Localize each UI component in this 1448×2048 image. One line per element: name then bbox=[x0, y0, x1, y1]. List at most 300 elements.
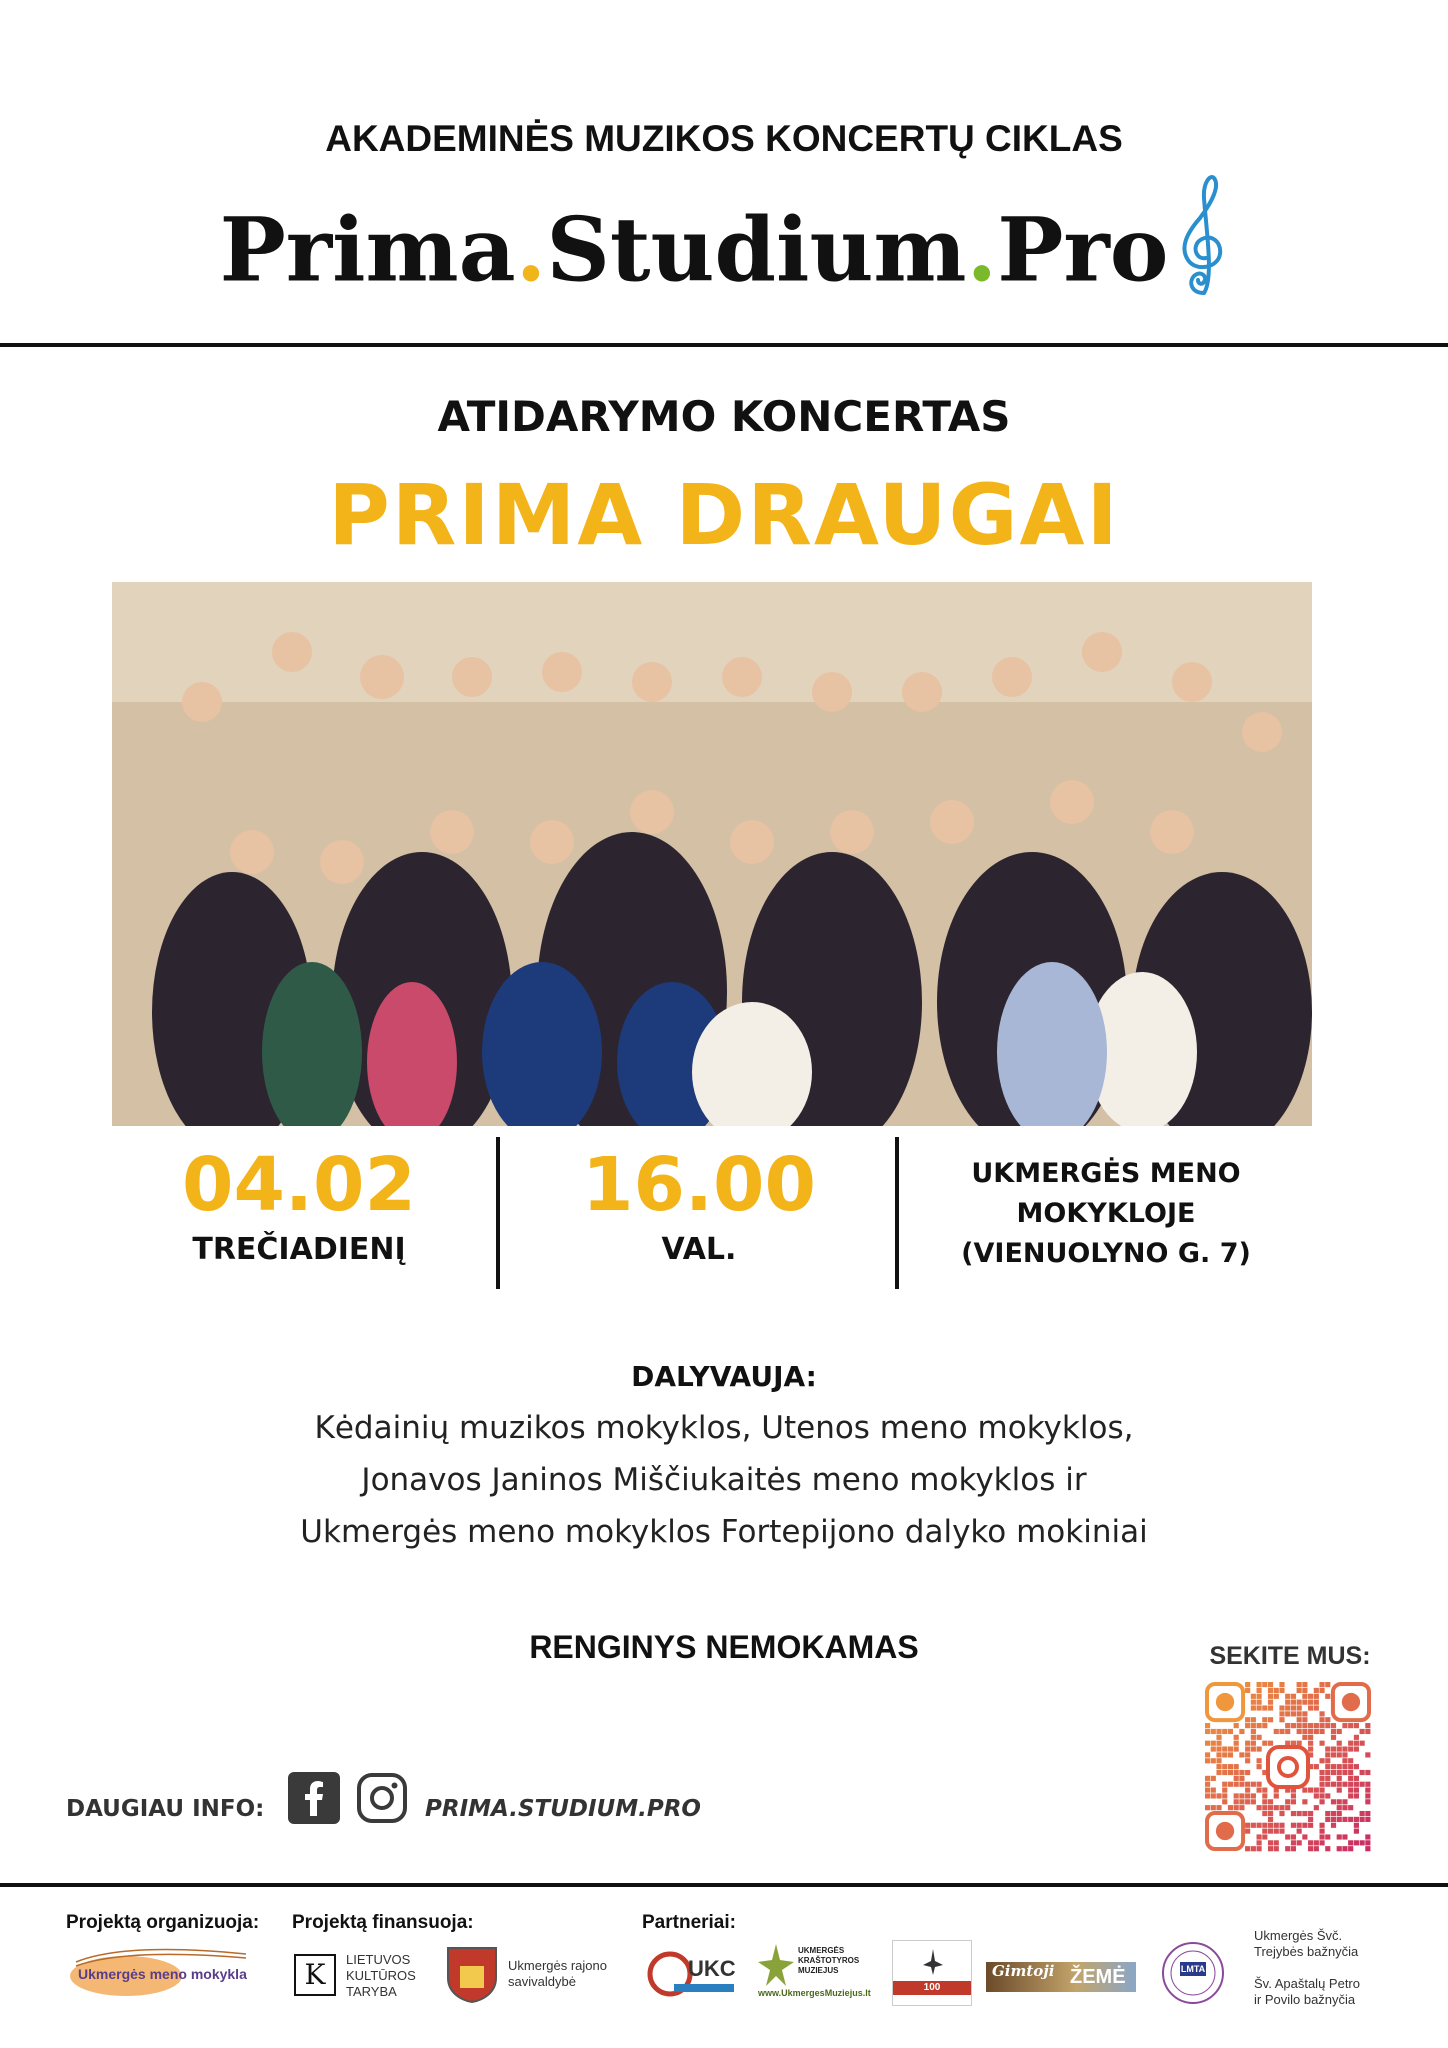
qr-module bbox=[1337, 1746, 1342, 1751]
qr-module bbox=[1337, 1729, 1342, 1734]
qr-module bbox=[1319, 1723, 1324, 1728]
qr-module bbox=[1354, 1723, 1359, 1728]
qr-module bbox=[1365, 1846, 1370, 1851]
qr-module bbox=[1319, 1729, 1324, 1734]
qr-module bbox=[1245, 1782, 1250, 1787]
event-weekday: TREČIADIENĮ bbox=[192, 1232, 406, 1267]
qr-module bbox=[1257, 1735, 1262, 1740]
qr-module bbox=[1337, 1776, 1342, 1781]
qr-module bbox=[1274, 1829, 1279, 1834]
funder-line: TARYBA bbox=[346, 1984, 397, 1999]
qr-module bbox=[1279, 1829, 1284, 1834]
qr-module bbox=[1216, 1793, 1221, 1798]
qr-module bbox=[1325, 1782, 1330, 1787]
qr-module bbox=[1331, 1811, 1336, 1816]
qr-module bbox=[1211, 1793, 1216, 1798]
qr-module bbox=[1216, 1746, 1221, 1751]
qr-module bbox=[1251, 1705, 1256, 1710]
qr-module bbox=[1348, 1782, 1353, 1787]
qr-module bbox=[1216, 1805, 1221, 1810]
qr-module bbox=[1251, 1799, 1256, 1804]
qr-module bbox=[1331, 1746, 1336, 1751]
qr-module bbox=[1360, 1770, 1365, 1775]
qr-module bbox=[1348, 1758, 1353, 1763]
qr-module bbox=[1274, 1793, 1279, 1798]
qr-module bbox=[1360, 1741, 1365, 1746]
qr-module bbox=[1216, 1741, 1221, 1746]
qr-module bbox=[1257, 1805, 1262, 1810]
qr-module bbox=[1297, 1823, 1302, 1828]
funder-municipality-logo bbox=[446, 1940, 626, 2006]
qr-module bbox=[1319, 1682, 1324, 1687]
qr-module bbox=[1211, 1729, 1216, 1734]
qr-module bbox=[1205, 1723, 1210, 1728]
qr-module bbox=[1257, 1682, 1262, 1687]
qr-module bbox=[1245, 1829, 1250, 1834]
qr-module bbox=[1297, 1741, 1302, 1746]
qr-module bbox=[1251, 1735, 1256, 1740]
more-info-label: DAUGIAU INFO: bbox=[66, 1796, 265, 1822]
qr-module bbox=[1348, 1770, 1353, 1775]
qr-module bbox=[1302, 1834, 1307, 1839]
qr-module bbox=[1251, 1823, 1256, 1828]
qr-module bbox=[1308, 1729, 1313, 1734]
qr-module bbox=[1211, 1741, 1216, 1746]
qr-module bbox=[1285, 1799, 1290, 1804]
qr-module bbox=[1360, 1811, 1365, 1816]
qr-module bbox=[1319, 1788, 1324, 1793]
qr-module bbox=[1302, 1694, 1307, 1699]
qr-module bbox=[1302, 1723, 1307, 1728]
qr-module bbox=[1360, 1840, 1365, 1845]
qr-module bbox=[1354, 1840, 1359, 1845]
qr-module bbox=[1262, 1723, 1267, 1728]
qr-module bbox=[1234, 1793, 1239, 1798]
qr-module bbox=[1234, 1723, 1239, 1728]
qr-module bbox=[1297, 1840, 1302, 1845]
participants-line: Jonavos Janinos Miščiukaitės meno mokyklos ir bbox=[361, 1462, 1087, 1498]
ukc-text: UKC bbox=[688, 1956, 736, 1981]
qr-module bbox=[1314, 1688, 1319, 1693]
qr-module bbox=[1274, 1840, 1279, 1845]
qr-module bbox=[1228, 1752, 1233, 1757]
logo-dot-yellow: . bbox=[515, 197, 547, 302]
qr-module bbox=[1325, 1817, 1330, 1822]
qr-module bbox=[1314, 1805, 1319, 1810]
qr-module bbox=[1331, 1752, 1336, 1757]
qr-module bbox=[1268, 1700, 1273, 1705]
qr-module bbox=[1325, 1764, 1330, 1769]
qr-module bbox=[1262, 1705, 1267, 1710]
qr-module bbox=[1251, 1846, 1256, 1851]
qr-module bbox=[1279, 1711, 1284, 1716]
qr-module bbox=[1302, 1682, 1307, 1687]
qr-module bbox=[1365, 1793, 1370, 1798]
qr-module bbox=[1268, 1694, 1273, 1699]
qr-module bbox=[1245, 1770, 1250, 1775]
qr-module bbox=[1239, 1776, 1244, 1781]
logo-part3: Pro bbox=[997, 197, 1169, 302]
qr-module bbox=[1365, 1782, 1370, 1787]
venue-line: MOKYKLOJE bbox=[1016, 1198, 1196, 1229]
qr-module bbox=[1308, 1746, 1313, 1751]
qr-module bbox=[1337, 1770, 1342, 1775]
qr-module bbox=[1308, 1694, 1313, 1699]
qr-module bbox=[1297, 1717, 1302, 1722]
qr-module bbox=[1297, 1829, 1302, 1834]
qr-module bbox=[1337, 1752, 1342, 1757]
qr-module bbox=[1268, 1799, 1273, 1804]
qr-module bbox=[1257, 1823, 1262, 1828]
qr-module bbox=[1257, 1764, 1262, 1769]
qr-module bbox=[1251, 1782, 1256, 1787]
qr-module bbox=[1291, 1705, 1296, 1710]
partner-library-logo bbox=[892, 1940, 972, 2006]
qr-module bbox=[1285, 1723, 1290, 1728]
logo-dot-green: . bbox=[966, 197, 998, 302]
qr-module bbox=[1325, 1723, 1330, 1728]
qr-module bbox=[1331, 1764, 1336, 1769]
qr-module bbox=[1319, 1793, 1324, 1798]
qr-module bbox=[1291, 1811, 1296, 1816]
museum-url: www.UkmergesMuziejus.lt bbox=[758, 1988, 871, 1998]
qr-module bbox=[1365, 1799, 1370, 1804]
qr-module bbox=[1257, 1788, 1262, 1793]
qr-module bbox=[1234, 1782, 1239, 1787]
qr-module bbox=[1262, 1805, 1267, 1810]
qr-module bbox=[1285, 1700, 1290, 1705]
funder-ltk-logo bbox=[292, 1940, 432, 2006]
qr-module bbox=[1211, 1746, 1216, 1751]
qr-module bbox=[1348, 1805, 1353, 1810]
follow-label: SEKITE MUS: bbox=[1209, 1642, 1371, 1670]
qr-module bbox=[1325, 1746, 1330, 1751]
qr-module bbox=[1354, 1764, 1359, 1769]
qr-module bbox=[1337, 1782, 1342, 1787]
qr-module bbox=[1365, 1788, 1370, 1793]
qr-module bbox=[1325, 1770, 1330, 1775]
funder-line: savivaldybė bbox=[508, 1974, 576, 1989]
qr-module bbox=[1216, 1758, 1221, 1763]
qr-module bbox=[1205, 1782, 1210, 1787]
church-2 bbox=[1254, 1976, 1360, 2008]
qr-module bbox=[1234, 1805, 1239, 1810]
qr-module bbox=[1245, 1746, 1250, 1751]
qr-module bbox=[1360, 1782, 1365, 1787]
qr-module bbox=[1337, 1764, 1342, 1769]
qr-module bbox=[1216, 1764, 1221, 1769]
qr-module bbox=[1239, 1805, 1244, 1810]
qr-module bbox=[1234, 1735, 1239, 1740]
qr-module bbox=[1222, 1788, 1227, 1793]
instagram-qr-code[interactable] bbox=[1205, 1682, 1371, 1852]
qr-finder-icon bbox=[1207, 1684, 1243, 1720]
qr-module bbox=[1308, 1741, 1313, 1746]
qr-module bbox=[1222, 1729, 1227, 1734]
qr-module bbox=[1268, 1741, 1273, 1746]
qr-module bbox=[1257, 1705, 1262, 1710]
qr-module bbox=[1262, 1717, 1267, 1722]
qr-module bbox=[1245, 1799, 1250, 1804]
qr-module bbox=[1262, 1834, 1267, 1839]
qr-module bbox=[1314, 1788, 1319, 1793]
qr-module bbox=[1348, 1776, 1353, 1781]
logo-part1: Prima bbox=[219, 197, 516, 302]
qr-module bbox=[1365, 1834, 1370, 1839]
qr-module bbox=[1234, 1776, 1239, 1781]
qr-module bbox=[1314, 1793, 1319, 1798]
qr-module bbox=[1348, 1741, 1353, 1746]
qr-module bbox=[1262, 1793, 1267, 1798]
event-subtitle: ATIDARYMO KONCERTAS bbox=[437, 392, 1011, 441]
partner-museum-logo bbox=[756, 1940, 880, 2006]
qr-module bbox=[1262, 1682, 1267, 1687]
qr-module bbox=[1245, 1723, 1250, 1728]
qr-module bbox=[1325, 1793, 1330, 1798]
qr-module bbox=[1222, 1764, 1227, 1769]
qr-module bbox=[1211, 1788, 1216, 1793]
qr-module bbox=[1291, 1840, 1296, 1845]
qr-module bbox=[1257, 1834, 1262, 1839]
qr-module bbox=[1314, 1694, 1319, 1699]
qr-module bbox=[1234, 1770, 1239, 1775]
qr-module bbox=[1319, 1711, 1324, 1716]
qr-module bbox=[1205, 1729, 1210, 1734]
qr-module bbox=[1222, 1793, 1227, 1798]
qr-module bbox=[1342, 1834, 1347, 1839]
qr-module bbox=[1365, 1752, 1370, 1757]
qr-module bbox=[1325, 1846, 1330, 1851]
qr-module bbox=[1257, 1758, 1262, 1763]
qr-module bbox=[1348, 1817, 1353, 1822]
qr-module bbox=[1319, 1799, 1324, 1804]
qr-module bbox=[1251, 1723, 1256, 1728]
qr-module bbox=[1325, 1694, 1330, 1699]
qr-module bbox=[1291, 1823, 1296, 1828]
qr-module bbox=[1337, 1788, 1342, 1793]
qr-module bbox=[1308, 1723, 1313, 1728]
qr-module bbox=[1205, 1793, 1210, 1798]
qr-module bbox=[1319, 1782, 1324, 1787]
qr-module bbox=[1262, 1799, 1267, 1804]
gimtoji-text: Gimtoji bbox=[992, 1962, 1055, 1980]
qr-module bbox=[1360, 1817, 1365, 1822]
qr-module bbox=[1268, 1705, 1273, 1710]
qr-module bbox=[1342, 1799, 1347, 1804]
qr-module bbox=[1331, 1782, 1336, 1787]
qr-module bbox=[1302, 1735, 1307, 1740]
organizer-logo bbox=[66, 1940, 256, 2006]
qr-module bbox=[1239, 1752, 1244, 1757]
qr-module bbox=[1274, 1694, 1279, 1699]
column-divider bbox=[895, 1137, 899, 1289]
qr-module bbox=[1228, 1782, 1233, 1787]
qr-module bbox=[1297, 1723, 1302, 1728]
qr-module bbox=[1297, 1729, 1302, 1734]
qr-module bbox=[1337, 1799, 1342, 1804]
qr-module bbox=[1291, 1793, 1296, 1798]
qr-module bbox=[1337, 1817, 1342, 1822]
qr-module bbox=[1257, 1846, 1262, 1851]
qr-module bbox=[1319, 1717, 1324, 1722]
qr-module bbox=[1279, 1682, 1284, 1687]
qr-module bbox=[1291, 1834, 1296, 1839]
qr-module bbox=[1262, 1823, 1267, 1828]
qr-module bbox=[1365, 1770, 1370, 1775]
qr-module bbox=[1331, 1823, 1336, 1828]
qr-module bbox=[1297, 1711, 1302, 1716]
qr-module bbox=[1308, 1823, 1313, 1828]
qr-module bbox=[1319, 1770, 1324, 1775]
church-1 bbox=[1254, 1928, 1358, 1960]
qr-module bbox=[1342, 1817, 1347, 1822]
qr-module bbox=[1348, 1788, 1353, 1793]
qr-module bbox=[1354, 1782, 1359, 1787]
qr-module bbox=[1222, 1782, 1227, 1787]
qr-module bbox=[1354, 1823, 1359, 1828]
time-block bbox=[500, 1140, 898, 1290]
qr-module bbox=[1245, 1717, 1250, 1722]
qr-module bbox=[1285, 1846, 1290, 1851]
qr-module bbox=[1302, 1788, 1307, 1793]
church-line: Trejybės bažnyčia bbox=[1254, 1944, 1359, 1959]
qr-module bbox=[1291, 1741, 1296, 1746]
qr-module bbox=[1319, 1776, 1324, 1781]
partner-lmta-logo bbox=[1160, 1940, 1226, 2006]
qr-module bbox=[1245, 1788, 1250, 1793]
funder-line: KULTŪROS bbox=[346, 1968, 416, 1983]
facebook-icon[interactable] bbox=[288, 1772, 340, 1824]
qr-module bbox=[1245, 1846, 1250, 1851]
qr-module bbox=[1319, 1823, 1324, 1828]
qr-module bbox=[1262, 1811, 1267, 1816]
event-time: 16.00 bbox=[581, 1142, 817, 1228]
qr-module bbox=[1239, 1782, 1244, 1787]
participants-line: Kėdainių muzikos mokyklos, Utenos meno mokyklos, bbox=[314, 1410, 1134, 1446]
qr-module bbox=[1354, 1741, 1359, 1746]
qr-module bbox=[1291, 1723, 1296, 1728]
qr-module bbox=[1222, 1770, 1227, 1775]
qr-module bbox=[1251, 1729, 1256, 1734]
qr-module bbox=[1354, 1793, 1359, 1798]
qr-module bbox=[1342, 1782, 1347, 1787]
organizer-label: Projektą organizuoja: bbox=[66, 1912, 260, 1933]
qr-module bbox=[1251, 1694, 1256, 1699]
qr-module bbox=[1279, 1705, 1284, 1710]
qr-module bbox=[1302, 1811, 1307, 1816]
qr-module bbox=[1228, 1764, 1233, 1769]
qr-module bbox=[1274, 1805, 1279, 1810]
qr-module bbox=[1342, 1758, 1347, 1763]
qr-module bbox=[1279, 1717, 1284, 1722]
qr-module bbox=[1222, 1752, 1227, 1757]
qr-module bbox=[1314, 1840, 1319, 1845]
museum-name: UKMERGĖS KRAŠTOTYROS MUZIEJUS bbox=[798, 1946, 860, 1975]
qr-module bbox=[1251, 1746, 1256, 1751]
qr-module bbox=[1337, 1811, 1342, 1816]
qr-module bbox=[1245, 1823, 1250, 1828]
qr-module bbox=[1268, 1811, 1273, 1816]
qr-module bbox=[1354, 1746, 1359, 1751]
qr-module bbox=[1245, 1688, 1250, 1693]
municipality-crest-icon bbox=[446, 1946, 498, 2004]
qr-module bbox=[1257, 1688, 1262, 1693]
qr-module bbox=[1337, 1805, 1342, 1810]
qr-module bbox=[1268, 1682, 1273, 1687]
qr-module bbox=[1348, 1723, 1353, 1728]
qr-module bbox=[1268, 1829, 1273, 1834]
participants-title: DALYVAUJA: bbox=[631, 1360, 817, 1393]
qr-module bbox=[1279, 1811, 1284, 1816]
qr-module bbox=[1257, 1694, 1262, 1699]
treble-clef-icon bbox=[1174, 168, 1228, 327]
qr-module bbox=[1319, 1741, 1324, 1746]
qr-module bbox=[1291, 1799, 1296, 1804]
qr-module bbox=[1205, 1752, 1210, 1757]
qr-module bbox=[1331, 1723, 1336, 1728]
qr-module bbox=[1308, 1788, 1313, 1793]
qr-module bbox=[1268, 1688, 1273, 1693]
qr-module bbox=[1285, 1741, 1290, 1746]
qr-module bbox=[1205, 1805, 1210, 1810]
qr-module bbox=[1365, 1817, 1370, 1822]
qr-module bbox=[1268, 1717, 1273, 1722]
brand-logo bbox=[0, 178, 1448, 337]
venue-line: (VIENUOLYNO G. 7) bbox=[961, 1238, 1251, 1269]
qr-module bbox=[1354, 1776, 1359, 1781]
qr-module bbox=[1245, 1752, 1250, 1757]
qr-module bbox=[1257, 1840, 1262, 1845]
qr-module bbox=[1319, 1688, 1324, 1693]
qr-module bbox=[1216, 1770, 1221, 1775]
qr-module bbox=[1348, 1846, 1353, 1851]
qr-module bbox=[1205, 1776, 1210, 1781]
qr-module bbox=[1245, 1682, 1250, 1687]
qr-module bbox=[1274, 1823, 1279, 1828]
lmta-text: LMTA bbox=[1180, 1964, 1206, 1974]
qr-module bbox=[1257, 1700, 1262, 1705]
qr-module bbox=[1205, 1758, 1210, 1763]
venue-block bbox=[900, 1140, 1312, 1290]
qr-module bbox=[1245, 1758, 1250, 1763]
qr-module bbox=[1234, 1746, 1239, 1751]
qr-module bbox=[1245, 1741, 1250, 1746]
qr-module bbox=[1262, 1788, 1267, 1793]
church-line: Ukmergės Švč. bbox=[1254, 1928, 1343, 1943]
qr-module bbox=[1257, 1782, 1262, 1787]
qr-module bbox=[1274, 1729, 1279, 1734]
qr-module bbox=[1234, 1799, 1239, 1804]
qr-module bbox=[1291, 1694, 1296, 1699]
qr-module bbox=[1239, 1770, 1244, 1775]
qr-module bbox=[1205, 1788, 1210, 1793]
date-block bbox=[112, 1140, 486, 1290]
qr-module bbox=[1211, 1805, 1216, 1810]
qr-module bbox=[1308, 1700, 1313, 1705]
zeme-text: ŽEMĖ bbox=[1070, 1966, 1126, 1988]
instagram-icon[interactable] bbox=[356, 1772, 408, 1824]
qr-module bbox=[1337, 1741, 1342, 1746]
qr-module bbox=[1348, 1764, 1353, 1769]
qr-module bbox=[1228, 1729, 1233, 1734]
website-link[interactable]: PRIMA.STUDIUM.PRO bbox=[425, 1796, 701, 1822]
qr-module bbox=[1222, 1799, 1227, 1804]
qr-module bbox=[1205, 1741, 1210, 1746]
qr-module bbox=[1314, 1764, 1319, 1769]
qr-module bbox=[1297, 1688, 1302, 1693]
qr-module bbox=[1257, 1723, 1262, 1728]
qr-module bbox=[1285, 1805, 1290, 1810]
